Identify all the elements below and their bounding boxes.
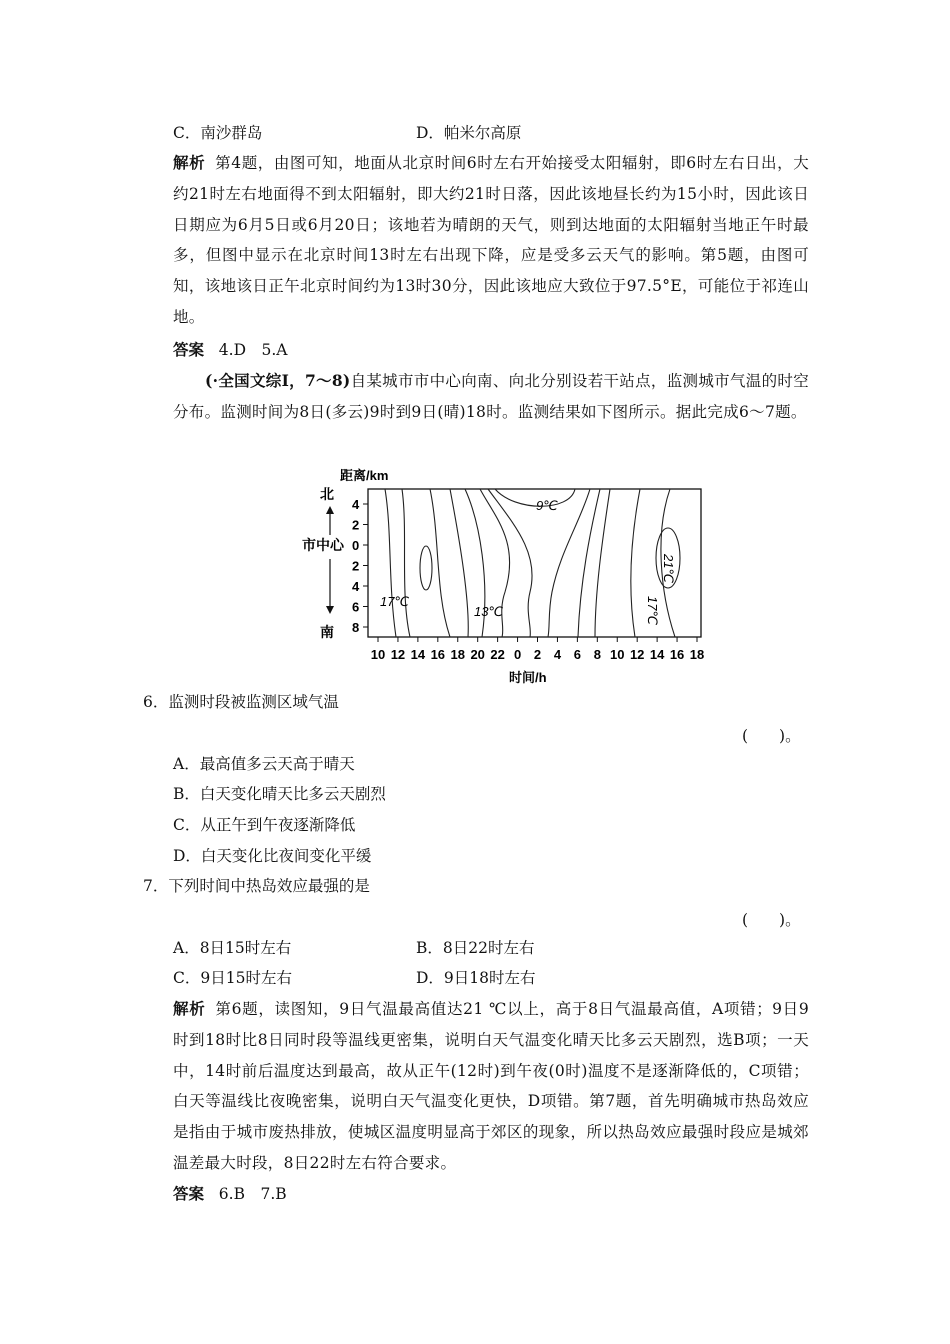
isotherm-line [495,489,575,506]
y-tick-label: 0 [352,538,360,553]
intro-text: 自某城市市中心向南、向北分别设若干站点，监测城市气温的时空分布。监测时间为8日(多云)9时到9日(晴)18时。监测结果如下图所示。据此完成6～7题。 [173,372,810,421]
north-label: 北 [320,486,334,502]
x-tick-label: 0 [513,647,522,662]
analysis-label: 解析 [173,999,206,1018]
isotherm-line [402,489,410,637]
isotherm-label-21: 21℃ [661,554,676,584]
q7-stem: 7．下列时间中热岛效应最强的是 [143,877,370,895]
analysis-text: 第4题，由图可知，地面从北京时间6时左右开始接受太阳辐射，即6时左右日出，大约21时左右地面得不到太阳辐射，即大约21时日落，因此该地昼长约为15小时，因此该日日期应为6月5日或6月20日；该地若为晴朗的天气，则到达地面的太阳辐射当地正午时最多，但图中显示在北京时间13时左右出现下降，应是受多云天气的影响。第5题，由图可知，该地该日正午北京时间约为13时30分，因此该地应大致位于97.5°E，可能位于祁连山地。 [173,154,809,326]
x-tick-label: 2 [533,647,542,662]
q6-option-c: C．从正午到午夜逐渐降低 [173,816,356,834]
y-tick-label: 2 [352,517,360,533]
isotherm-chart [290,462,730,692]
q7-option-b: B．8日22时左右 [416,939,535,957]
q7-answer-bracket: ( )。 [742,911,801,929]
answer-label: 答案 [173,1184,205,1203]
y-tick-label: 8 [352,620,360,635]
x-tick-label: 10 [610,647,625,662]
answer-text: 6.B 7.B [218,1185,287,1203]
y-ticks [352,497,368,635]
q6-option-a: A．最高值多云天高于晴天 [173,755,355,773]
x-tick-label: 22 [490,647,505,662]
answer-q4-q5 [173,340,288,360]
x-tick-label: 16 [669,647,685,662]
south-label: 南 [320,624,334,640]
x-axis-label: 时间/h [509,670,547,685]
x-tick-label: 8 [593,647,601,662]
isotherm-closed [420,546,432,590]
y-tick-label: 4 [352,497,360,512]
q6-answer-bracket: ( )。 [742,727,801,745]
y-tick-label: 2 [352,558,360,574]
x-tick-label: 20 [470,647,485,662]
x-ticks [371,637,704,662]
isotherm-line [430,489,450,637]
center-label: 市中心 [302,537,344,553]
x-tick-label: 12 [390,647,406,662]
north-arrowhead [326,506,334,514]
y-tick-label: 4 [352,579,360,594]
south-arrowhead [326,606,334,614]
question-source: (·全国文综Ⅰ，7～8) [205,371,351,390]
q5-option-d: D．帕米尔高原 [416,124,522,142]
question-intro [173,366,809,428]
y-tick-label: 6 [352,599,360,615]
q5-option-c: C．南沙群岛 [173,124,263,142]
x-tick-label: 14 [410,647,426,662]
answer-text: 4.D 5.A [218,341,288,359]
q6-option-d: D．白天变化比夜间变化平缓 [173,847,372,865]
x-tick-label: 18 [689,647,705,662]
x-tick-label: 10 [370,647,386,662]
q7-option-d: D．9日18时左右 [416,969,536,987]
isotherm-line [631,489,640,637]
y-axis-label: 距离/km [340,468,389,483]
isotherm-label-17-left: 17℃ [380,594,410,609]
x-tick-label: 18 [450,647,465,662]
isotherm-label-13: 13℃ [474,604,504,619]
analysis-q4-q5 [173,148,809,333]
q6-option-b: B．白天变化晴天比多云天剧烈 [173,785,386,803]
x-tick-label: 12 [629,647,645,662]
x-tick-label: 4 [553,647,562,662]
q7-option-a: A．8日15时左右 [173,939,292,957]
analysis-q6-q7 [173,994,809,1179]
isotherms [385,489,680,637]
analysis-label: 解析 [173,153,206,172]
isotherm-line [450,489,468,637]
isotherm-line [595,489,610,637]
x-tick-label: 14 [649,647,665,662]
analysis-text: 第6题，读图知，9日气温最高值达21 ℃以上，高于8日气温最高值，A项错；9日9时到18时比8日同时段等温线更密集，说明白天气温变化晴天比多云天剧烈，选B项；一天中，14时前后温度达到最高，故从正午(12时)到午夜(0时)温度不是逐渐降低的，C项错；白天等温线比夜晚密集，说明白天气温变化更快，D项错。第7题，首先明确城市热岛效应是指由于城市废热排放，使城区温度明显高于郊区的现象，所以热岛效应最强时段应是城郊温差最大时段，8日22时左右符合要求。 [173,1000,809,1172]
x-tick-label: 6 [573,647,581,662]
answer-q6-q7 [173,1184,287,1204]
isotherm-line [385,489,396,637]
q7-option-c: C．9日15时左右 [173,969,292,987]
x-tick-label: 16 [430,647,446,662]
isotherm-label-17-right: 17℃ [645,596,660,626]
q6-stem: 6．监测时段被监测区域气温 [143,693,339,711]
answer-label: 答案 [173,340,205,359]
isotherm-label-9: 9℃ [536,498,558,513]
